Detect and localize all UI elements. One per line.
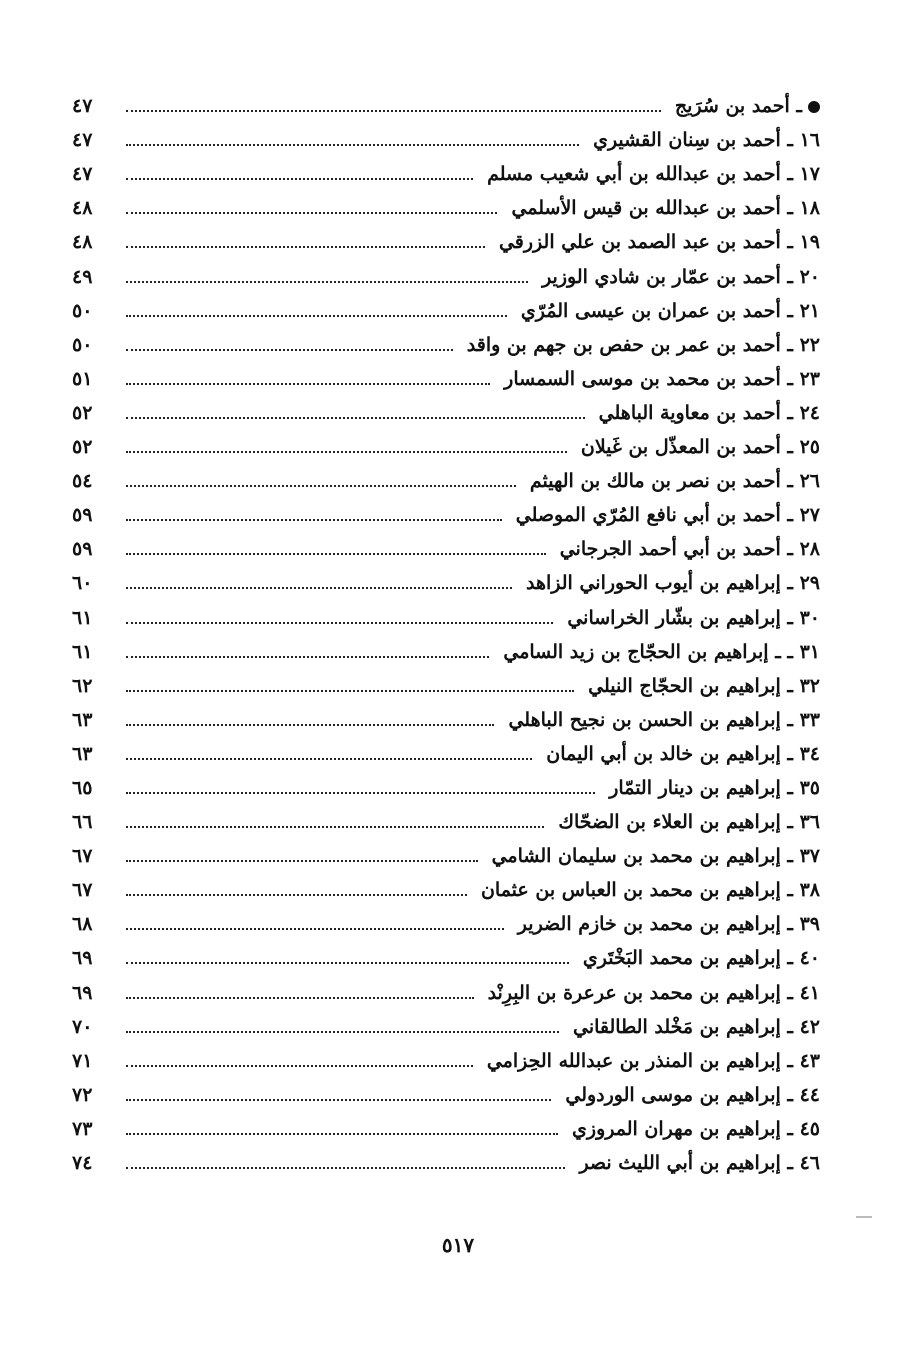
dot-leader [126,349,453,351]
entry-title [546,742,820,765]
entry-title [503,640,820,663]
dot-leader [126,144,579,146]
entry-title-text: ٢١ ـ أحمد بن عمران بن عيسى المُرّي [520,299,820,322]
toc-entry [72,122,820,156]
entry-page-number: ٥٠ [72,299,93,322]
entry-page-number: ٤٩ [72,265,93,288]
entry-page-number: ٧١ [72,1049,93,1072]
dot-leader [126,417,585,419]
entry-title [581,438,820,457]
entry-title [492,847,820,866]
entry-page-number: ٦٠ [72,572,93,595]
entry-title-text: ٢٦ ـ أحمد بن نصر بن مالك بن الهيثم [529,470,820,493]
dot-leader [126,758,532,760]
entry-title [675,97,820,116]
toc-entry [72,156,820,190]
toc-entry [72,395,820,429]
entry-title-text: ٣٠ ـ إبراهيم بن بشّار الخراساني [567,606,820,629]
entry-title [487,981,820,1004]
toc-entry [72,1009,820,1043]
dot-leader [126,928,504,930]
entry-page-number: ٤٨ [72,197,93,220]
entry-title-text: ٣٨ ـ إبراهيم بن محمد بن العباس بن عثمان [480,879,820,902]
toc-entry [72,770,820,804]
entry-title-text: ٣٤ ـ إبراهيم بن خالد بن أبي اليمان [546,742,820,765]
entry-page-number: ٦٧ [72,845,93,868]
entry-page-number: ٥٩ [72,538,93,561]
entry-title [558,813,820,832]
entry-title [572,1117,820,1140]
bullet-icon [808,101,820,113]
entry-title [588,674,820,697]
entry-title-text: ١٨ ـ أحمد بن عبدالله بن قيس الأسلمي [511,197,820,220]
entry-page-number: ٥٩ [72,504,93,527]
entry-title-text: ٣١ ـ ـ إبراهيم بن الحجّاج بن زيد السامي [503,640,820,663]
entry-page-number: ٤٧ [72,129,93,152]
entry-page-number: ٥٢ [72,401,93,424]
entry-title [520,299,820,322]
dot-leader [126,724,494,726]
entry-title-text: ٤٦ ـ إبراهيم بن أبي الليث نصر [579,1152,820,1174]
dot-leader [126,110,661,112]
entry-title [466,333,820,356]
dot-leader [126,519,502,521]
dot-leader [126,997,474,999]
entry-title-text: ٤٢ ـ إبراهيم بن مَخْلد الطالقاني [572,1015,820,1038]
dot-leader [126,690,574,692]
entry-title [609,776,820,799]
dot-leader [126,656,489,658]
dot-leader [126,485,516,487]
dot-leader [126,1167,565,1169]
entry-title-text: ٣٥ ـ إبراهيم بن دينار التمّار [609,776,820,799]
entry-title-text: ٣٣ ـ إبراهيم بن الحسن بن نجيح الباهلي [508,708,820,731]
entry-title-text: ١٩ ـ أحمد بن عبد الصمد بن علي الزرقي [498,231,820,254]
dot-leader [126,962,569,964]
entry-title-text: ٣٧ ـ إبراهيم بن محمد بن سليمان الشامي [491,845,820,868]
entry-title [504,367,820,390]
toc-entry [72,361,820,395]
entry-title-text: ٣٩ ـ إبراهيم بن محمد بن خازم الضرير [517,913,820,936]
dot-leader [126,1065,473,1067]
toc-entry [72,1077,820,1111]
toc-entry [72,736,820,770]
entry-title [511,199,820,218]
entry-title-text: ٣٢ ـ إبراهيم بن الحجّاج النيلي [588,674,820,697]
toc-entry [72,940,820,974]
entry-title-text: ٢٥ ـ أحمد بن المعذّل بن غَيلان [580,436,820,459]
toc-entry [72,804,820,838]
entry-title [560,540,820,559]
entry-title-text: ١٦ ـ أحمد بن سِنان القشيري [593,129,820,152]
entry-title-text: ٢٧ ـ أحمد بن أبي نافع المُرّي الموصلي [515,504,820,527]
page-number-footer: ٥١٧ [441,1233,475,1257]
entry-title [526,574,820,593]
entry-title [572,1015,820,1038]
dot-leader [126,383,490,385]
entry-title-text: ٤٠ ـ إبراهيم بن محمد البَخْتَري [582,947,820,970]
entry-page-number: ٦٩ [72,981,93,1004]
dot-leader [126,860,478,862]
toc-entry [72,258,820,292]
dot-leader [126,451,567,453]
entry-title [583,949,820,968]
dot-leader [126,587,512,589]
scan-mark [856,1216,872,1218]
toc-entry [72,702,820,736]
toc-entry [72,497,820,531]
entry-title [486,1049,820,1072]
entry-title [593,131,820,150]
entry-title [487,165,820,184]
toc-entry [72,974,820,1008]
entry-title-text: ٢٩ ـ إبراهيم بن أيوب الحوراني الزاهد [526,572,820,595]
entry-page-number: ٦٩ [72,947,93,970]
entry-title [518,915,820,934]
dot-leader [126,178,473,180]
entry-title-text: ٤٣ ـ إبراهيم بن المنذر بن عبدالله الحِزامي [486,1049,820,1072]
dot-leader [126,622,553,624]
toc-entry [72,872,820,906]
entry-page-number: ٦١ [72,606,93,629]
entry-title-text: ٤٥ ـ إبراهيم بن مهران المروزي [572,1117,820,1140]
entry-page-number: ٦٧ [72,879,93,902]
toc-entry [72,1043,820,1077]
entry-title-text: ١٧ ـ أحمد بن عبدالله بن أبي شعيب مسلم [487,163,820,186]
entry-title-text: ٤٤ ـ إبراهيم بن موسى الوردولي [565,1083,820,1106]
toc-entry [72,293,820,327]
dot-leader [126,1031,559,1033]
entry-page-number: ٥١ [72,367,93,390]
entry-page-number: ٧٣ [72,1117,93,1140]
toc-entry [72,565,820,599]
entry-page-number: ٦١ [72,640,93,663]
entry-page-number: ٦٢ [72,674,93,697]
toc-entry [72,634,820,668]
entry-title-text: ٢٠ ـ أحمد بن عمّار بن شادي الوزير [542,265,820,288]
entry-page-number: ٦٦ [72,811,93,834]
toc-entry [72,599,820,633]
entry-title-text: ٢٣ ـ أحمد بن محمد بن موسى السمسار [504,367,820,390]
entry-page-number: ٥٠ [72,333,93,356]
entry-title [542,265,820,288]
entry-title-text: ٤١ ـ إبراهيم بن محمد بن عرعرة بن البِرِنْد [487,981,820,1004]
entry-title-text: ٢٨ ـ أحمد بن أبي أحمد الجرجاني [559,538,820,561]
dot-leader [126,246,485,248]
toc-entry [72,668,820,702]
entry-title-text: ٢٤ ـ أحمد بن معاوية الباهلي [598,401,820,424]
dot-leader [126,1133,558,1135]
entry-title [567,606,820,629]
entry-page-number: ٥٢ [72,436,93,459]
entry-page-number: ٦٥ [72,776,93,799]
entry-title [481,881,820,900]
table-of-contents [72,88,820,1179]
toc-entry [72,906,820,940]
entry-page-number: ٧٢ [72,1083,93,1106]
entry-title-text: ـ أحمد بن سُرَيج [674,95,802,118]
toc-entry [72,88,820,122]
entry-page-number: ٤٨ [72,231,93,254]
toc-entry [72,190,820,224]
entry-page-number: ٥٤ [72,470,93,493]
toc-entry [72,463,820,497]
toc-entry [72,838,820,872]
entry-page-number: ٦٨ [72,913,93,936]
toc-entry [72,531,820,565]
dot-leader [126,281,528,283]
dot-leader [126,212,497,214]
entry-page-number: ٤٧ [72,95,93,118]
entry-title [530,472,820,491]
dot-leader [126,826,544,828]
toc-entry [72,224,820,258]
entry-page-number: ٤٧ [72,163,93,186]
entry-title-text: ٣٦ ـ إبراهيم بن العلاء بن الضحّاك [558,811,820,834]
entry-page-number: ٦٣ [72,708,93,731]
dot-leader [126,553,546,555]
dot-leader [126,792,595,794]
entry-title [516,506,820,525]
entry-page-number: ٧٠ [72,1015,93,1038]
dot-leader [126,894,467,896]
entry-page-number: ٧٤ [72,1152,93,1174]
entry-page-number: ٦٣ [72,742,93,765]
entry-title [598,401,820,424]
toc-entry [72,1145,820,1179]
dot-leader [126,1099,551,1101]
entry-title [579,1154,820,1173]
entry-title [499,233,820,252]
entry-title [565,1083,820,1106]
toc-entry [72,327,820,361]
toc-entry [72,1111,820,1145]
toc-entry [72,429,820,463]
entry-title-text: ٢٢ ـ أحمد بن عمر بن حفص بن جهم بن واقد [466,333,820,356]
dot-leader [126,315,507,317]
entry-title [508,708,820,731]
